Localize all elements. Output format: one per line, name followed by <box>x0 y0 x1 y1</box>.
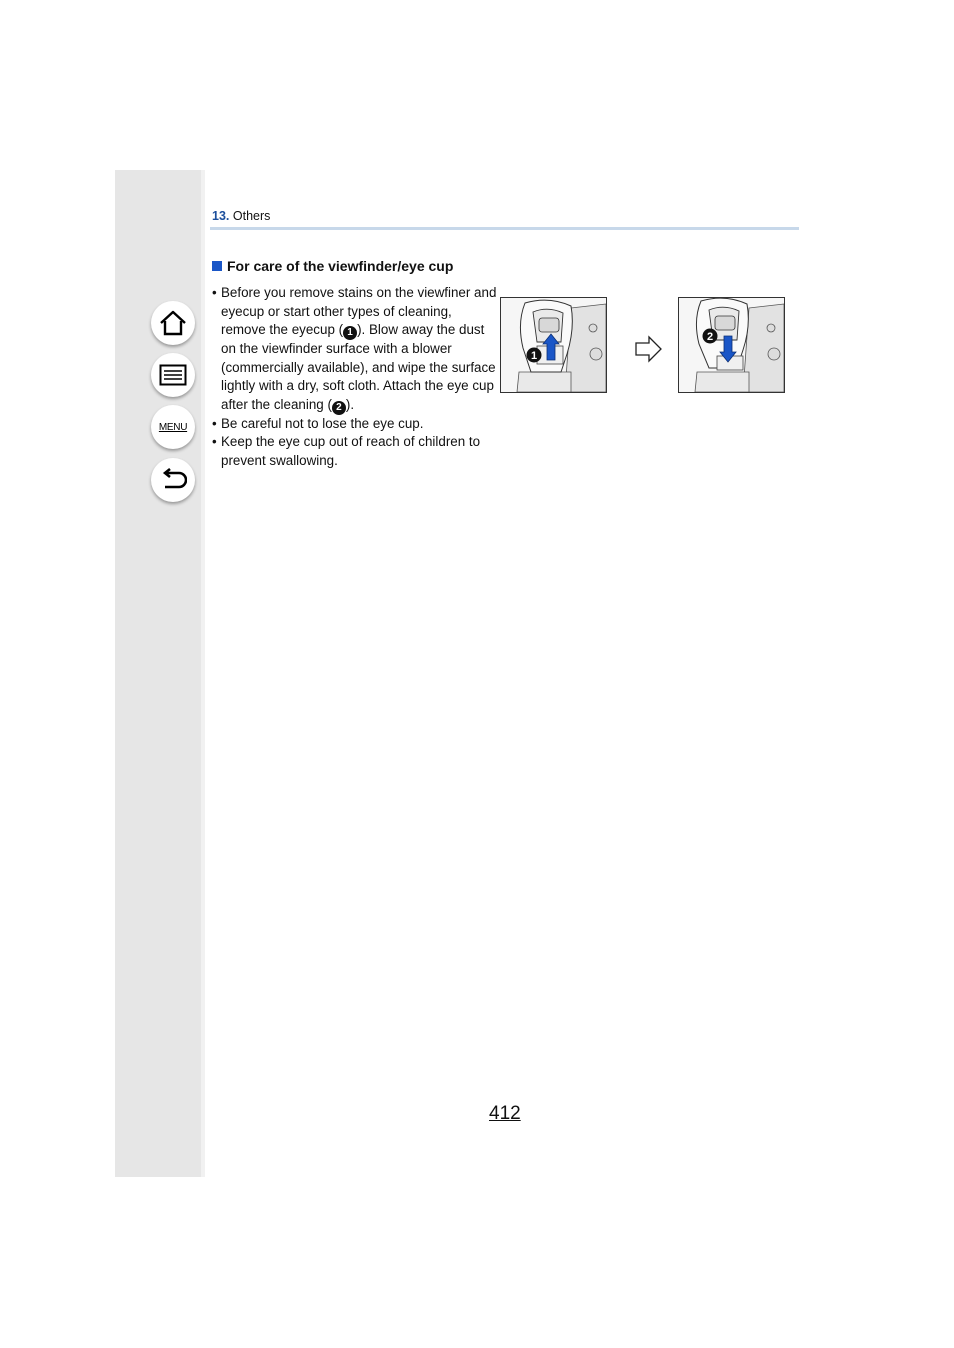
section-title: For care of the viewfinder/eye cup <box>227 258 454 274</box>
square-bullet-icon <box>212 261 222 271</box>
home-icon <box>159 310 187 336</box>
page-number: 412 <box>489 1103 521 1124</box>
menu-icon: MENU <box>158 421 188 433</box>
eyecup-removal-illustration <box>500 297 607 393</box>
back-button[interactable] <box>151 458 195 502</box>
contents-button[interactable] <box>151 353 195 397</box>
chapter-number: 13. <box>212 209 230 223</box>
list-icon <box>159 364 187 386</box>
step-2-marker: 2 <box>332 401 346 415</box>
header-rule <box>210 227 799 230</box>
bullet-list <box>212 284 497 470</box>
eyecup-attach-illustration <box>678 297 785 393</box>
list-item: • Before you remove stains on the viewfiner and eyecup or start other types of cleaning, remove the eyecup ( 1 ). Blow away the dust on the viewfinder surface with a blower (commercially available), and wipe the surface lightly with a dry, soft cloth. Attach the eye cup after the cleaning ( 2 ). <box>212 285 497 413</box>
next-step-arrow-icon <box>635 335 663 363</box>
home-button[interactable] <box>151 301 195 345</box>
camera-eyecup-remove-image <box>501 298 606 392</box>
menu-button[interactable] <box>151 405 195 449</box>
breadcrumb <box>212 209 270 223</box>
sidebar-edge <box>201 170 205 1177</box>
step-1-marker: 1 <box>343 326 357 340</box>
section-heading <box>212 258 453 274</box>
chapter-title: Others <box>232 209 271 223</box>
camera-eyecup-attach-image <box>679 298 784 392</box>
back-arrow-icon <box>159 468 187 492</box>
attach-step-label: 2 <box>706 331 714 343</box>
remove-step-label: 1 <box>530 350 538 362</box>
list-item: • Be careful not to lose the eye cup. <box>212 415 424 431</box>
list-item: • Keep the eye cup out of reach of children to prevent swallowing. <box>212 434 481 468</box>
